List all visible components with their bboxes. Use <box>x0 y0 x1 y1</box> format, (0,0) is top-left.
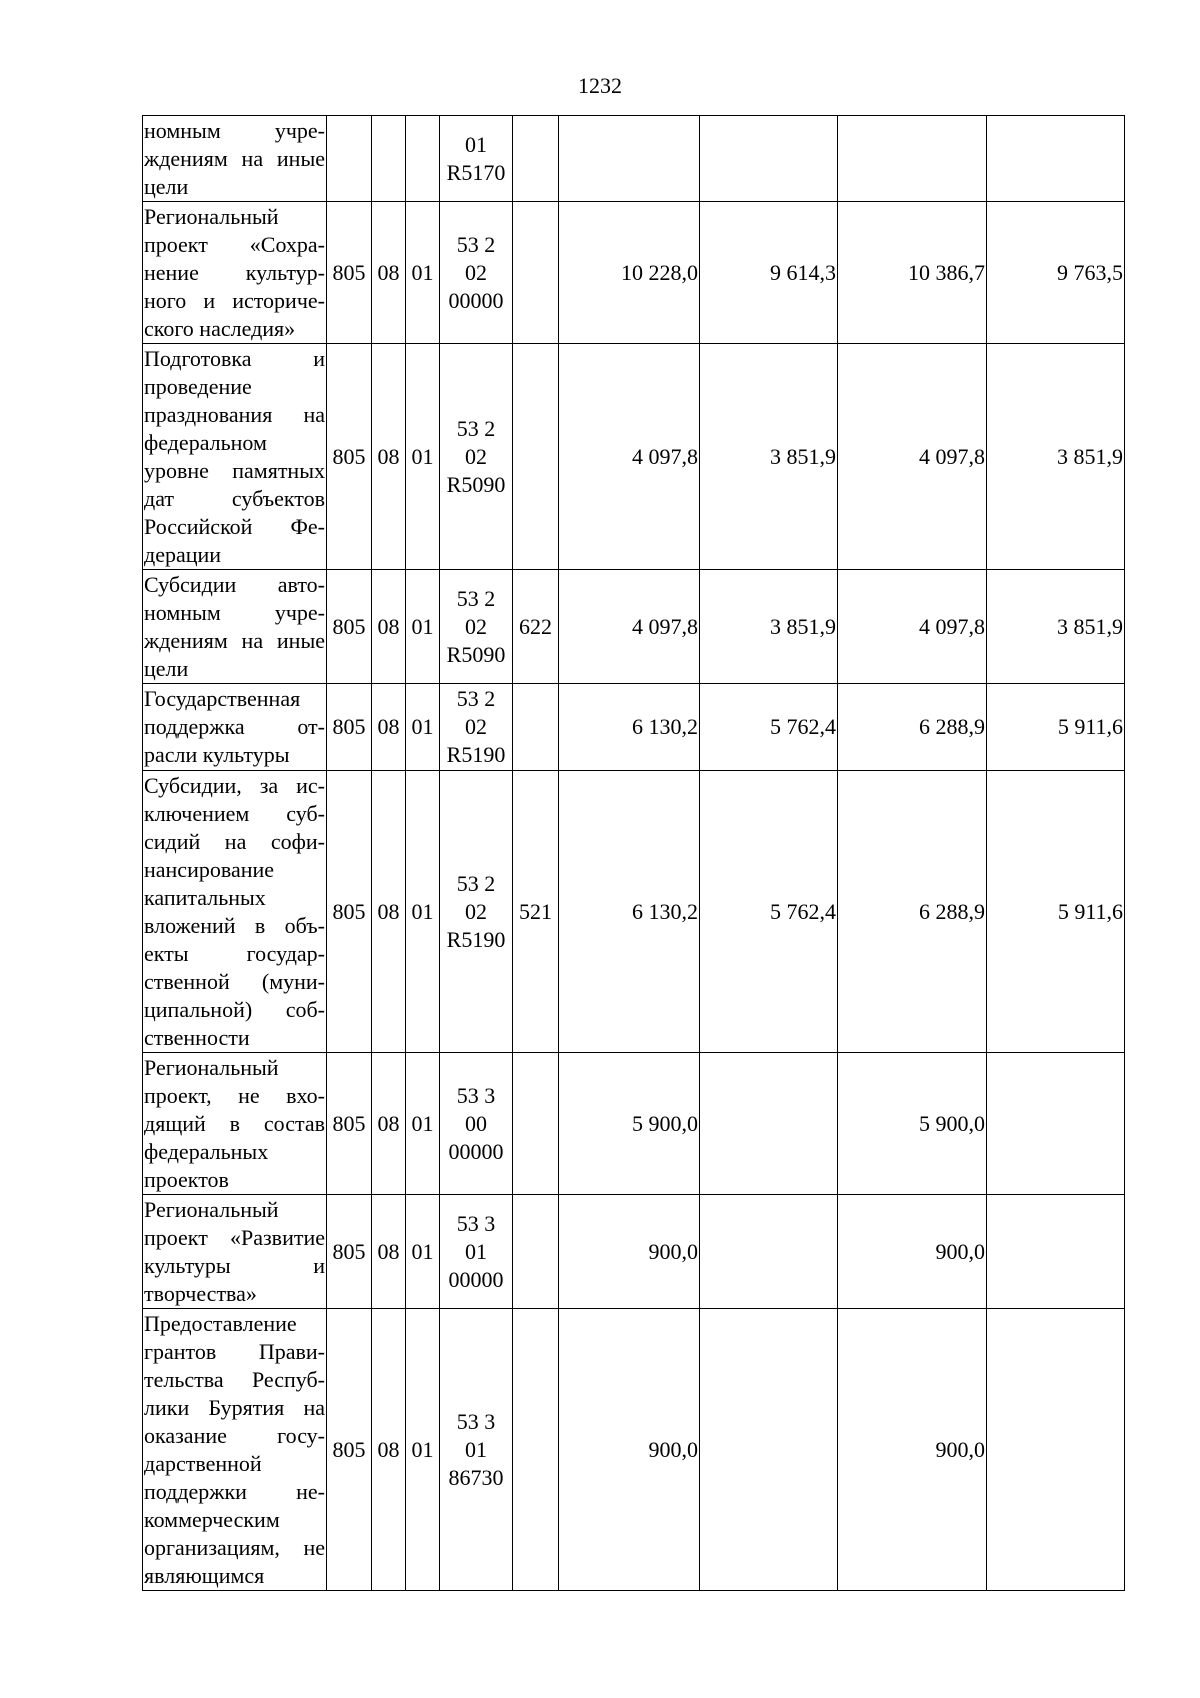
amount-1: 6 130,2 <box>559 684 700 771</box>
target-article-code <box>440 771 513 1053</box>
csr-line: R5190 <box>446 742 506 767</box>
grbs-code: 805 <box>327 1309 372 1591</box>
csr-line: 00 <box>465 1110 487 1136</box>
grbs-code: 805 <box>327 344 372 570</box>
csr-line: 02 <box>465 259 487 285</box>
csr-line: 00000 <box>448 1266 504 1292</box>
row-name: Подготовка и проведение празднования на федеральном уровне памятных дат субъектов Российской Фе-дерации <box>143 344 327 570</box>
grbs-code: 805 <box>327 684 372 771</box>
amount-3: 900,0 <box>838 1195 987 1309</box>
expense-type-code <box>513 344 559 570</box>
amount-3: 5 900,0 <box>838 1053 987 1195</box>
table-row <box>143 344 1125 570</box>
amount-1: 900,0 <box>559 1309 700 1591</box>
table-row <box>143 202 1125 344</box>
csr-line: 53 3 <box>456 1210 496 1236</box>
expense-type-code: 622 <box>513 570 559 684</box>
amount-1: 4 097,8 <box>559 344 700 570</box>
row-name: Региональный проект «Развитие культуры и творчества» <box>143 1195 327 1309</box>
grbs-code: 805 <box>327 570 372 684</box>
csr-line: 53 2 <box>456 585 496 611</box>
amount-2 <box>700 116 838 202</box>
csr-line: R5090 <box>446 471 506 497</box>
subsection-code <box>406 116 440 202</box>
target-article-code <box>440 116 513 202</box>
csr-line: 53 2 <box>456 870 496 896</box>
expense-type-code <box>513 1195 559 1309</box>
csr-line: R5090 <box>446 641 506 667</box>
amount-4 <box>987 1053 1125 1195</box>
section-code: 08 <box>372 1195 406 1309</box>
amount-1: 6 130,2 <box>559 771 700 1053</box>
amount-2: 9 614,3 <box>700 202 838 344</box>
budget-table <box>142 115 1125 1591</box>
target-article-code <box>440 684 513 771</box>
section-code: 08 <box>372 202 406 344</box>
page-number: 1232 <box>578 73 622 98</box>
grbs-code: 805 <box>327 1053 372 1195</box>
amount-2 <box>700 1053 838 1195</box>
amount-1: 10 228,0 <box>559 202 700 344</box>
amount-1: 900,0 <box>559 1195 700 1309</box>
section-code: 08 <box>372 684 406 771</box>
csr-line: 02 <box>465 443 487 469</box>
grbs-code: 805 <box>327 1195 372 1309</box>
grbs-code: 805 <box>327 202 372 344</box>
amount-3: 6 288,9 <box>838 771 987 1053</box>
target-article-code <box>440 570 513 684</box>
row-name: Предоставление грантов Прави-тельства Респуб-лики Бурятия на оказание госу-дарственной поддержки не-коммерческим организациям, не являющимся <box>143 1309 327 1591</box>
table-row <box>143 771 1125 1053</box>
csr-line: 86730 <box>448 1464 504 1490</box>
target-article-code <box>440 202 513 344</box>
table-row <box>143 1053 1125 1195</box>
table-row <box>143 116 1125 202</box>
row-name: номным учре-ждениям на иные цели <box>143 116 327 202</box>
csr-line: 53 2 <box>456 415 496 441</box>
table-row <box>143 570 1125 684</box>
amount-2: 5 762,4 <box>700 771 838 1053</box>
amount-3: 4 097,8 <box>838 570 987 684</box>
csr-line: 01 <box>465 131 487 157</box>
subsection-code: 01 <box>406 1053 440 1195</box>
amount-2 <box>700 1195 838 1309</box>
amount-4: 3 851,9 <box>987 570 1125 684</box>
amount-4 <box>987 1309 1125 1591</box>
amount-2: 3 851,9 <box>700 570 838 684</box>
row-name: Государственная поддержка от-расли культуры <box>143 684 327 771</box>
amount-4: 3 851,9 <box>987 344 1125 570</box>
table-row <box>143 684 1125 771</box>
csr-line: 53 3 <box>456 1408 496 1434</box>
target-article-code <box>440 1309 513 1591</box>
amount-3: 10 386,7 <box>838 202 987 344</box>
target-article-code <box>440 344 513 570</box>
section-code: 08 <box>372 1309 406 1591</box>
expense-type-code <box>513 684 559 771</box>
csr-line: 02 <box>465 613 487 639</box>
amount-1: 4 097,8 <box>559 570 700 684</box>
expense-type-code <box>513 1309 559 1591</box>
expense-type-code <box>513 116 559 202</box>
section-code: 08 <box>372 1053 406 1195</box>
subsection-code: 01 <box>406 570 440 684</box>
amount-2: 3 851,9 <box>700 344 838 570</box>
expense-type-code: 521 <box>513 771 559 1053</box>
grbs-code: 805 <box>327 771 372 1053</box>
subsection-code: 01 <box>406 1309 440 1591</box>
target-article-code <box>440 1195 513 1309</box>
amount-1: 5 900,0 <box>559 1053 700 1195</box>
csr-line: 01 <box>465 1436 487 1462</box>
subsection-code: 01 <box>406 771 440 1053</box>
subsection-code: 01 <box>406 684 440 771</box>
csr-line: 53 2 <box>456 231 496 257</box>
section-code: 08 <box>372 344 406 570</box>
amount-4 <box>987 1195 1125 1309</box>
expense-type-code <box>513 202 559 344</box>
csr-line: R5190 <box>446 926 506 952</box>
csr-line: 53 3 <box>456 1082 496 1108</box>
row-name: Субсидии, за ис-ключением суб-сидий на софи-нансирование капитальных вложений в объ-екты государ-ственной (муни-ципальной) соб-ственности <box>143 771 327 1053</box>
amount-3: 4 097,8 <box>838 344 987 570</box>
table-body <box>143 116 1125 1591</box>
target-article-code <box>440 1053 513 1195</box>
csr-line: 53 2 <box>456 686 496 711</box>
csr-line: 01 <box>465 1238 487 1264</box>
csr-line: 00000 <box>448 287 504 313</box>
grbs-code <box>327 116 372 202</box>
amount-3 <box>838 116 987 202</box>
row-name: Региональный проект, не вхо-дящий в состав федеральных проектов <box>143 1053 327 1195</box>
amount-4: 5 911,6 <box>987 771 1125 1053</box>
amount-2: 5 762,4 <box>700 684 838 771</box>
amount-4 <box>987 116 1125 202</box>
subsection-code: 01 <box>406 1195 440 1309</box>
row-name: Субсидии авто-номным учре-ждениям на иные цели <box>143 570 327 684</box>
csr-line: 00000 <box>448 1138 504 1164</box>
amount-3: 6 288,9 <box>838 684 987 771</box>
expense-type-code <box>513 1053 559 1195</box>
csr-line: 02 <box>465 714 487 739</box>
amount-2 <box>700 1309 838 1591</box>
table-row <box>143 1195 1125 1309</box>
csr-line: 02 <box>465 898 487 924</box>
amount-1 <box>559 116 700 202</box>
table-row <box>143 1309 1125 1591</box>
subsection-code: 01 <box>406 202 440 344</box>
csr-line: R5170 <box>446 159 506 185</box>
row-name: Региональный проект «Сохра-нение культур-ного и историче-ского наследия» <box>143 202 327 344</box>
section-code: 08 <box>372 570 406 684</box>
amount-4: 9 763,5 <box>987 202 1125 344</box>
amount-3: 900,0 <box>838 1309 987 1591</box>
section-code <box>372 116 406 202</box>
section-code: 08 <box>372 771 406 1053</box>
subsection-code: 01 <box>406 344 440 570</box>
amount-4: 5 911,6 <box>987 684 1125 771</box>
